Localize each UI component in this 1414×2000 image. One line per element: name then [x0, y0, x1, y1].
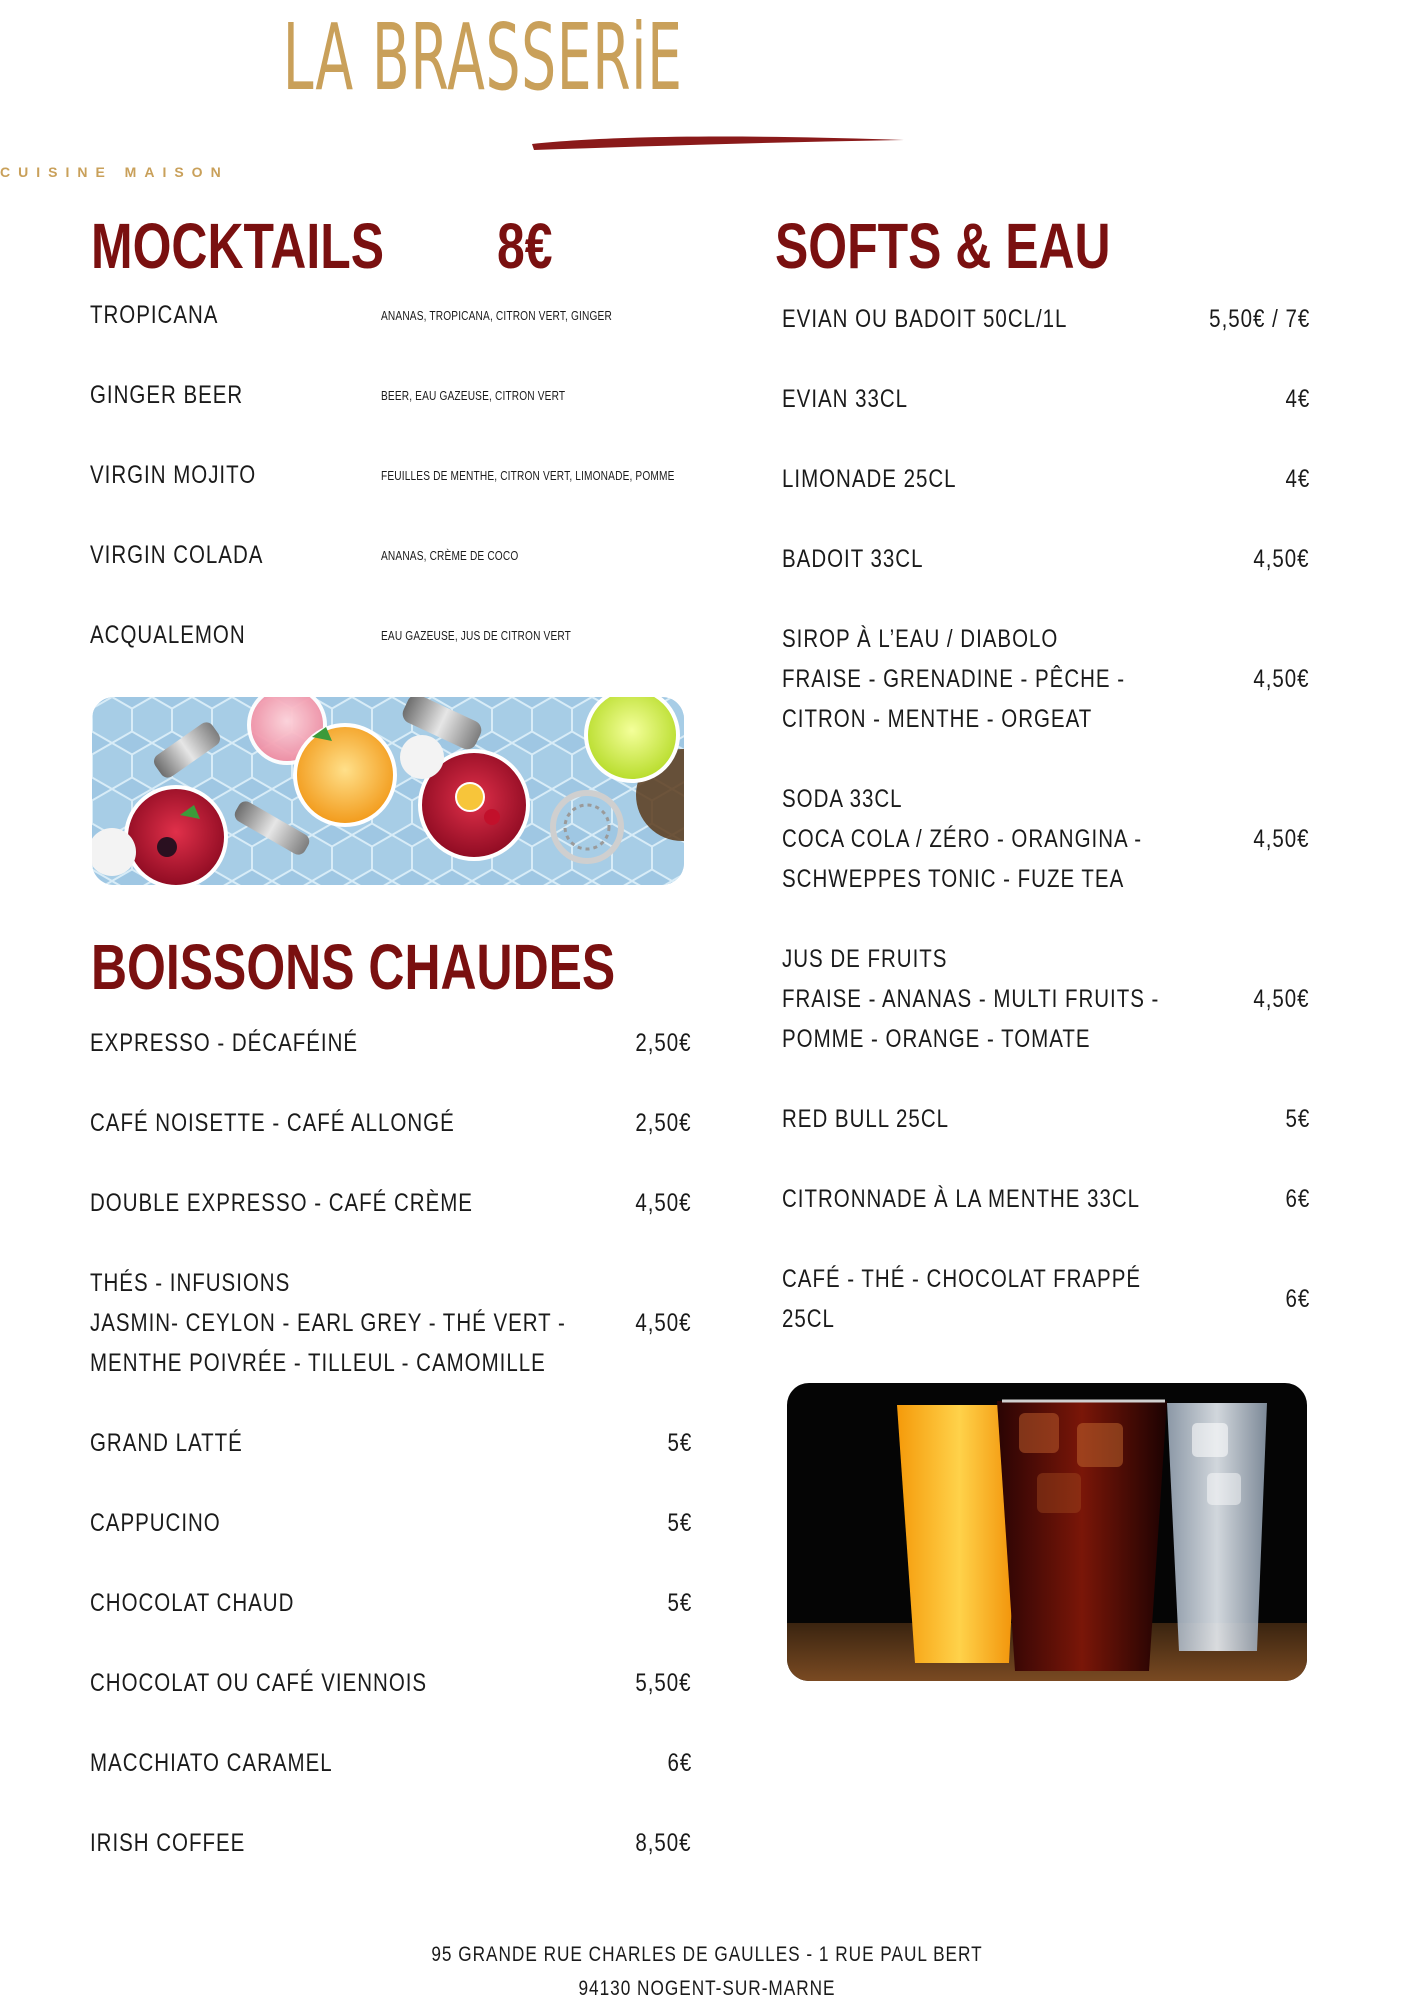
item-price: 5,50€ [635, 1669, 692, 1697]
item-name: SODA 33CL [782, 785, 903, 813]
item-variants: FRAISE - GRENADINE - PÊCHE - [782, 665, 1126, 693]
item-variants: MENTHE POIVRÉE - TILLEUL - CAMOMILLE [90, 1349, 546, 1377]
item-price: 5€ [667, 1509, 692, 1537]
item-price: 6€ [1285, 1185, 1310, 1213]
item-variants: CITRON - MENTHE - ORGEAT [782, 705, 1093, 733]
brand-swash [528, 128, 908, 154]
item-name: BADOIT 33CL [782, 545, 924, 573]
item-variants: 25CL [782, 1305, 835, 1333]
item-name: VIRGIN MOJITO [90, 461, 257, 489]
item-price: 4,50€ [635, 1189, 692, 1217]
mocktails-heading: MOCKTAILS [91, 210, 385, 282]
hot-drinks-heading: BOISSONS CHAUDES [91, 931, 616, 1003]
address-line-2: 94130 NOGENT-SUR-MARNE [578, 1977, 836, 2000]
footer-address [0, 1944, 1414, 1965]
mocktails-illustration [92, 697, 684, 885]
item-variants: JASMIN- CEYLON - EARL GREY - THÉ VERT - [90, 1309, 566, 1337]
item-price: 4€ [1285, 465, 1310, 493]
item-name: THÉS - INFUSIONS [90, 1269, 291, 1297]
item-price: 4,50€ [1253, 825, 1310, 853]
item-name: EVIAN OU BADOIT 50CL/1L [782, 305, 1068, 333]
mocktails-photo [92, 697, 684, 885]
item-variants: POMME - ORANGE - TOMATE [782, 1025, 1091, 1053]
item-price: 8,50€ [635, 1829, 692, 1857]
item-name: DOUBLE EXPRESSO - CAFÉ CRÈME [90, 1189, 473, 1217]
item-price: 4,50€ [635, 1309, 692, 1337]
item-name: JUS DE FRUITS [782, 945, 948, 973]
item-name: CAFÉ NOISETTE - CAFÉ ALLONGÉ [90, 1109, 455, 1137]
item-price: 4,50€ [1253, 665, 1310, 693]
item-name: CAPPUCINO [90, 1509, 221, 1537]
item-name: RED BULL 25CL [782, 1105, 949, 1133]
item-price: 2,50€ [635, 1109, 692, 1137]
softs-photo [787, 1383, 1307, 1681]
brand-title: LA BRASSERiE [282, 4, 683, 111]
item-price: 4,50€ [1253, 545, 1310, 573]
item-price: 6€ [1285, 1285, 1310, 1313]
item-name: CITRONNADE À LA MENTHE 33CL [782, 1185, 1141, 1213]
item-name: CHOCOLAT CHAUD [90, 1589, 295, 1617]
item-price: 4,50€ [1253, 985, 1310, 1013]
item-description: BEER, EAU GAZEUSE, CITRON VERT [381, 388, 566, 403]
item-name: TROPICANA [90, 301, 219, 329]
item-name: CHOCOLAT OU CAFÉ VIENNOIS [90, 1669, 428, 1697]
item-name: MACCHIATO CARAMEL [90, 1749, 333, 1777]
item-name: CAFÉ - THÉ - CHOCOLAT FRAPPÉ [782, 1265, 1142, 1293]
item-name: GINGER BEER [90, 381, 244, 409]
item-name: LIMONADE 25CL [782, 465, 957, 493]
item-name: EVIAN 33CL [782, 385, 909, 413]
address-line-1: 95 GRANDE RUE CHARLES DE GAULLES - 1 RUE PAUL BERT [431, 1943, 983, 1966]
item-variants: FRAISE - ANANAS - MULTI FRUITS - [782, 985, 1160, 1013]
mocktails-price: 8€ [497, 210, 553, 282]
item-price: 6€ [667, 1749, 692, 1777]
item-description: EAU GAZEUSE, JUS DE CITRON VERT [381, 628, 572, 643]
softs-illustration [787, 1383, 1307, 1681]
item-variants: COCA COLA / ZÉRO - ORANGINA - [782, 825, 1143, 853]
softs-heading: SOFTS & EAU [775, 210, 1111, 282]
item-price: 5€ [1285, 1105, 1310, 1133]
item-name: GRAND LATTÉ [90, 1429, 243, 1457]
item-name: IRISH COFFEE [90, 1829, 246, 1857]
item-name: VIRGIN COLADA [90, 541, 264, 569]
item-name: EXPRESSO - DÉCAFÉINÉ [90, 1029, 359, 1057]
item-description: FEUILLES DE MENTHE, CITRON VERT, LIMONADE, POMME [381, 468, 675, 483]
item-price: 5,50€ / 7€ [1208, 305, 1310, 333]
brand-subtitle: CUISINE MAISON [0, 164, 229, 180]
item-price: 4€ [1285, 385, 1310, 413]
footer-city [0, 1978, 1414, 1999]
item-variants: SCHWEPPES TONIC - FUZE TEA [782, 865, 1125, 893]
item-price: 5€ [667, 1429, 692, 1457]
item-description: ANANAS, TROPICANA, CITRON VERT, GINGER [381, 308, 612, 323]
item-name: ACQUALEMON [90, 621, 246, 649]
item-description: ANANAS, CRÈME DE COCO [381, 548, 519, 563]
item-price: 2,50€ [635, 1029, 692, 1057]
item-name: SIROP À L’EAU / DIABOLO [782, 625, 1059, 653]
item-price: 5€ [667, 1589, 692, 1617]
